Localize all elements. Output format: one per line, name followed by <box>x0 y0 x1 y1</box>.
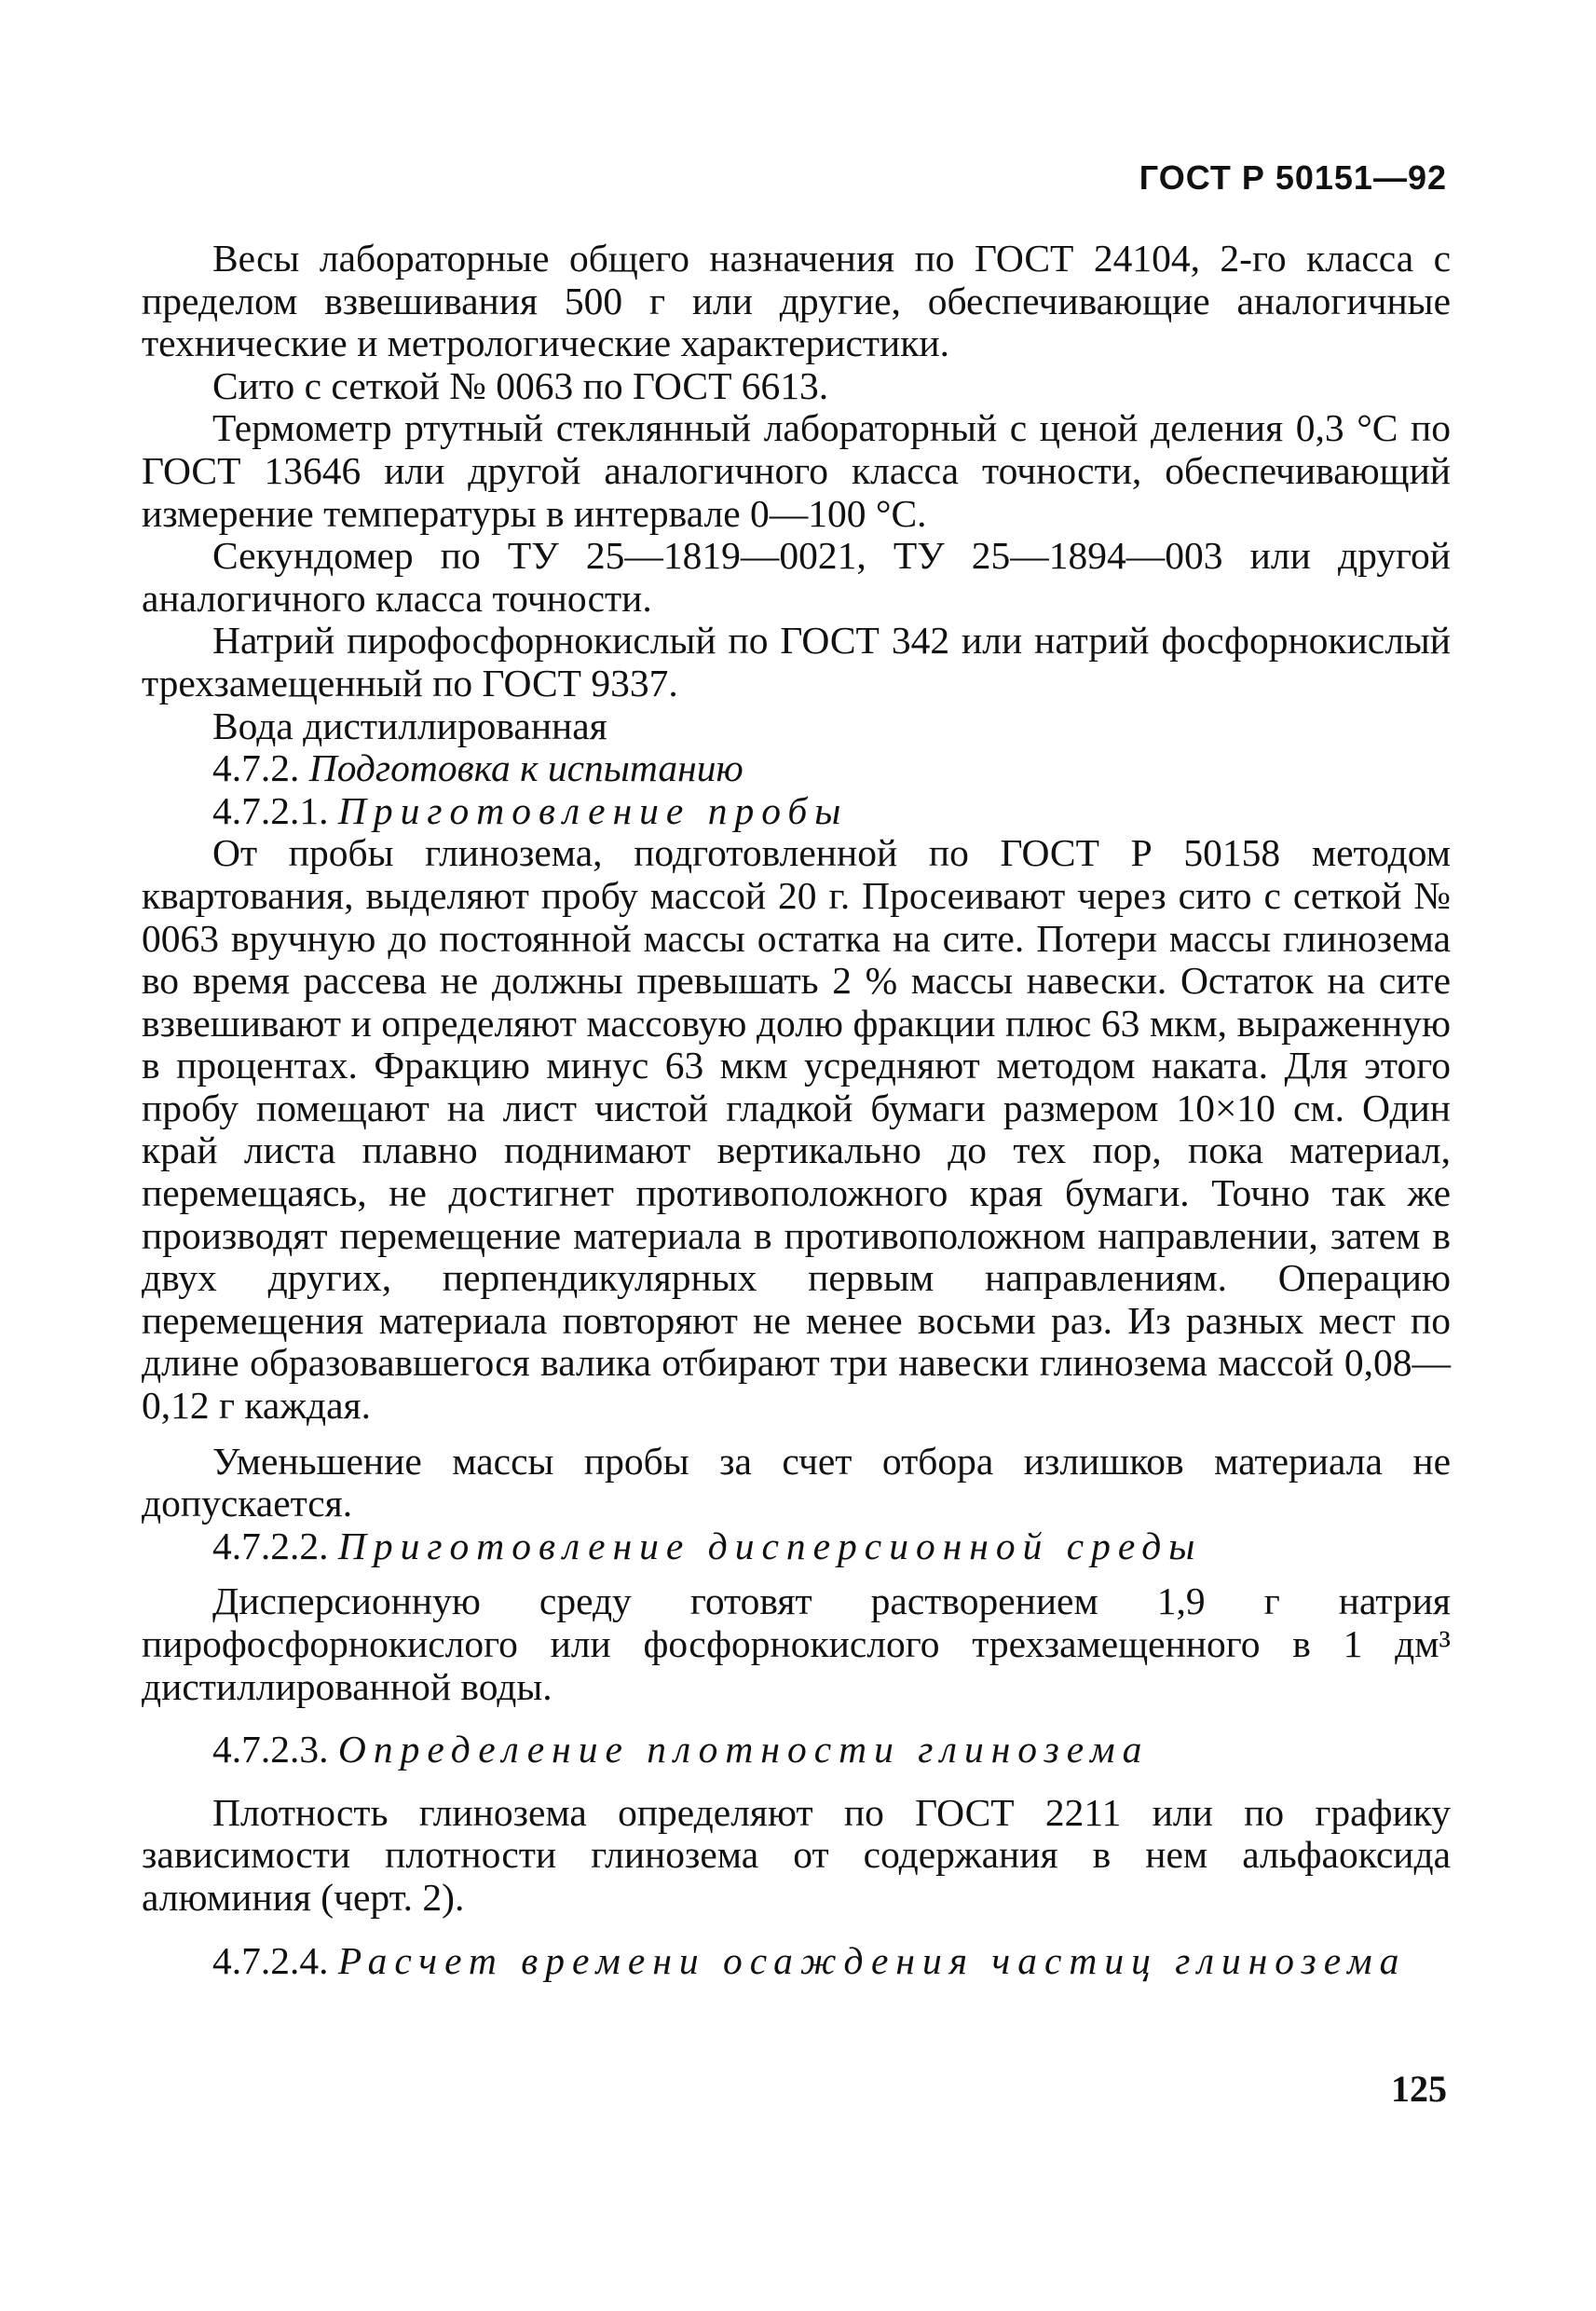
paragraph-density: Плотность глинозема определяют по ГОСТ 2211 или по графику зависимости плотности глинозема от содержания в нем альфаоксида алюминия (черт. 2). <box>142 1790 1451 1919</box>
section-title: Определение плотности глинозема <box>337 1728 1150 1771</box>
paragraph-mass-reduction: Уменьшение массы пробы за счет отбора излишков материала не допускается. <box>142 1439 1451 1525</box>
paragraph-sieve: Сито с сеткой № 0063 по ГОСТ 6613. <box>212 363 829 407</box>
page-number: 125 <box>1391 2068 1447 2110</box>
page-body <box>142 238 1451 1982</box>
paragraph-water: Вода дистиллированная <box>212 704 607 747</box>
document-header: ГОСТ Р 50151—92 <box>1139 158 1447 197</box>
paragraph-scales: Весы лабораторные общего назначения по ГОСТ 24104, 2-го класса с пределом взвешивания 500 г или другие, обеспечивающие аналогичные технические и метрологические характеристики. <box>142 237 1451 365</box>
paragraph-sample-preparation: От пробы глинозема, подготовленной по ГОСТ Р 50158 методом квартования, выделяют пробу массой 20 г. Просеивают через сито с сеткой № 0063 вручную до постоянной массы остатка на сите. Потери массы глинозема во время рассева не должны превышать 2 % массы навески. Остаток на сите взвешивают и определяют массовую долю фракции плюс 63 мкм, выраженную в процентах. Фракцию минус 63 мкм усредняют методом наката. Для этого пробу помещают на лист чистой гладкой бумаги размером 10×10 см. Один край листа плавно поднимают вертикально до тех пор, пока материал, перемещаясь, не достигнет противоположного края бумаги. Точно так же производят перемещение материала в противоположном направлении, затем в двух других, перпендикулярных первым направлениям. Операцию перемещения материала повторяют не менее восьми раз. Из разных мест по длине образовавшегося валика отбирают три навески глинозема массой 0,08—0,12 г каждая. <box>142 831 1451 1428</box>
section-number: 4.7.2.4. <box>212 1938 329 1982</box>
section-heading-4-7-2 <box>142 747 1451 790</box>
paragraph-sodium: Натрий пирофосфорнокислый по ГОСТ 342 или натрий фосфорнокислый трехзамещенный по ГОСТ 9337. <box>142 619 1451 704</box>
section-heading-4-7-2-3 <box>142 1729 1451 1771</box>
paragraph-thermometer: Термометр ртутный стеклянный лабораторный с ценой деления 0,3 °С по ГОСТ 13646 или другой аналогичного класса точности, обеспечивающий измерение температуры в интервале 0—100 °С. <box>142 406 1451 535</box>
section-number: 4.7.2. <box>212 746 300 790</box>
paragraph-stopwatch: Секундомер по ТУ 25—1819—0021, ТУ 25—1894—003 или другой аналогичного класса точности. <box>142 534 1451 620</box>
section-heading-4-7-2-1 <box>142 790 1451 833</box>
section-title: Подготовка к испытанию <box>308 746 743 790</box>
section-number: 4.7.2.3. <box>212 1728 329 1771</box>
section-title: Приготовление дисперсионной среды <box>337 1524 1203 1567</box>
section-heading-4-7-2-2 <box>142 1525 1451 1568</box>
section-number: 4.7.2.2. <box>212 1524 329 1567</box>
section-heading-4-7-2-4 <box>142 1940 1451 1983</box>
section-title: Приготовление пробы <box>337 788 849 832</box>
section-title: Расчет времени осаждения частиц глинозема <box>337 1938 1407 1982</box>
section-number: 4.7.2.1. <box>212 788 329 832</box>
paragraph-dispersion-medium: Дисперсионную среду готовят растворением 1,9 г натрия пирофосфорнокислого или фосфорнокислого трехзамещенного в 1 дм³ дистиллированной воды. <box>142 1579 1451 1708</box>
